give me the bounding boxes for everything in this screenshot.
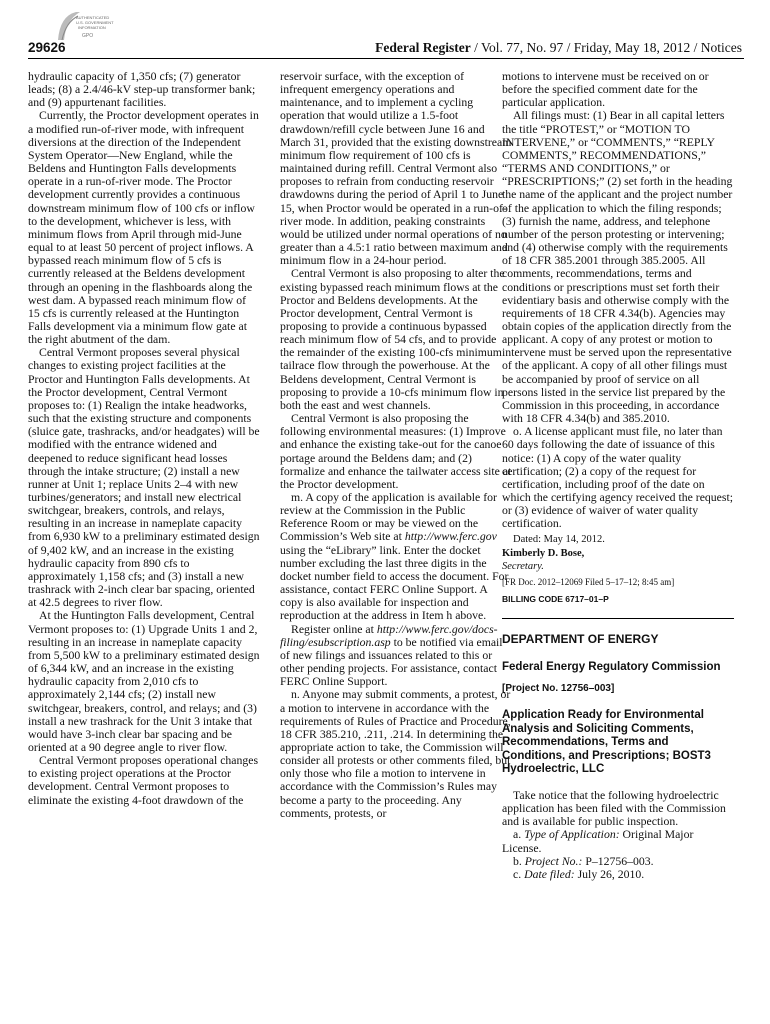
publication-name: Federal Register [375, 40, 471, 55]
gpo-authenticated-seal-icon [56, 10, 114, 44]
page-header [28, 40, 744, 59]
page-number: 29626 [28, 40, 66, 55]
item-value: Original Major License. [502, 828, 694, 855]
esubscription-link[interactable]: http://www.ferc.gov/docs-filing/esubscription.asp [280, 622, 498, 649]
section-divider [502, 618, 734, 619]
paragraph-register [280, 623, 512, 689]
signer-title: Secretary. [502, 560, 544, 572]
paragraph: motions to intervene must be received on or before the specified comment date for the particular application. [502, 70, 709, 110]
fr-doc-line: [FR Doc. 2012–12069 Filed 5–17–12; 8:45 am] [502, 576, 675, 587]
subagency-heading: Federal Energy Regulatory Commission [502, 661, 721, 674]
item-key: Type of Application: [524, 828, 620, 842]
paragraph: Take notice that the following hydroelectric application has been filed with the Commission and is available for public inspection. [502, 788, 726, 829]
column-2 [280, 70, 512, 820]
item-label: c. [513, 867, 525, 881]
signer-name: Kimberly D. Bose, [502, 547, 585, 559]
paragraph: Currently, the Proctor development operates in a modified run-of-river mode, with infrequent diversions at the direction of the Independent System Operator—New England, while the Beldens and Huntington Falls developments operate in a run-of-river mode. The Proctor development currently provides a continuous downstream minimum flow of 100 cfs or inflow to the development, whichever is less, with minimum flows from April through mid-June equal to at least 50 percent of project inflows. A bypassed reach minimum flow of 5 cfs is currently released at the Beldens development through an opening in the flashboards along the west dam. A bypassed reach minimum flow of 15 cfs is currently released at the Huntington Falls development via a minimum flow gate at the right abutment of the dam. [28, 109, 259, 347]
paragraph: Central Vermont is also proposing the following environmental measures: (1) Improve and enhance the existing take-out for the canoe portage around the Beldens dam; and (2) formalize and enhance the tailwater access site at the Proctor development. [280, 412, 512, 491]
logo-line-1: AUTHENTICATED [76, 15, 110, 20]
paragraph-m [280, 491, 512, 623]
text: Register online at [291, 622, 377, 636]
issue-info: / Vol. 77, No. 97 / Friday, May 18, 2012 / Notices [470, 40, 742, 55]
paragraph: Central Vermont proposes operational changes to existing project operations at the Proctor development. Central Vermont proposes to eliminate the existing 4-foot drawdown of the [28, 754, 259, 807]
item-label: b. [513, 854, 525, 868]
ferc-website-link[interactable]: http://www.ferc.gov [404, 530, 497, 544]
text: to be notified via email of new filings and issuances related to this or other pending projects. For assistance, contact FERC Online Support. [280, 635, 503, 689]
column-3 [502, 70, 734, 881]
dated-line: Dated: May 14, 2012. [513, 534, 605, 546]
billing-code: BILLING CODE 6717–01–P [502, 594, 609, 605]
paragraph: reservoir surface, with the exception of infrequent emergency operations and maintenance, and to implement a cycling operation that would utilize a 1.5-foot drawdown/refill cycle between June 16 and March 31, provided that the existing downstream minimum flow requirement of 100 cfs is maintained during refill. Central Vermont also proposes to refrain from conducting reservoir drawdowns during the period of April 1 to June 15, when Proctor would be operated in a run-of-river mode. In addition, peaking constraints would be utilized under normal operations of no greater than a 4.5:1 ratio between maximum and minimum flow in a 24-hour period. [280, 70, 512, 268]
logo-line-3: INFORMATION [78, 25, 106, 30]
paragraph: o. A license applicant must file, no later than 60 days following the date of issuance of this notice: (1) A copy of the water quality certification; (2) a copy of the request for certification, including proof of the date on which the certifying agency received the request; or (3) evidence of waiver of water quality certification. [502, 425, 733, 531]
logo-line-2: U.S. GOVERNMENT [76, 20, 114, 25]
item-c [502, 868, 734, 881]
item-label: a. [513, 828, 525, 842]
item-b [502, 855, 734, 868]
notice-title: Application Ready for Environmental Analysis and Soliciting Comments, Recommendations, Terms and Conditions, and Prescriptions; BOST3 Hydroelectric, LLC [502, 709, 711, 776]
paragraph: hydraulic capacity of 1,350 cfs; (7) generator leads; (8) a 2.4/46-kV step-up transformer bank; and (9) appurtenant facilities. [28, 70, 256, 110]
item-value: July 26, 2010. [574, 867, 645, 881]
paragraph: n. Anyone may submit comments, a protest, or a motion to intervene in accordance with the requirements of Rules of Practice and Procedure, 18 CFR 385.210, .211, .214. In determining the appropriate action to take, the Commission will consider all protests or other comments filed, but only those who file a motion to intervene in accordance with the Commission’s Rules may become a party to the proceeding. Any comments, protests, or [280, 688, 511, 820]
item-a [502, 828, 734, 854]
project-number: [Project No. 12756–003] [502, 683, 615, 695]
paragraph: At the Huntington Falls development, Central Vermont proposes to: (1) Upgrade Units 1 and 2, resulting in an increase in nameplate capacity from 5,500 kW to a preliminary estimated design of 6,344 kW, and an increase in the existing hydraulic capacity from 2,010 cfs to approximately 2,144 cfs; (2) install new switchgear, breakers, control, and relays; and (3) install a new trashrack for the Unit 3 intake that would have 3-inch clear bar spacing and be oriented at a 90 degree angle to river flow. [28, 609, 260, 754]
item-key: Date filed: [524, 867, 575, 881]
column-1 [28, 70, 260, 807]
paragraph: Central Vermont proposes several physical changes to existing project facilities at the Proctor and Huntington Falls developments. At the Proctor development, Central Vermont proposes to: (1) Realign the intake headworks, such that the existing structure and components (sluice gate, trashracks, and/or headgates) will be modified with the entrance widened and deepened to reduce significant head losses through the intake structure; (2) install a new runner at Unit 1; replace Units 2–4 with new turbines/generators; and install new electrical switchgear, breakers, controls, and relays, resulting in an increase in nameplate capacity from 6,930 kW to a preliminary estimated design of 9,402 kW, and an increase in the existing hydraulic capacity from 890 cfs to approximately 1,158 cfs; and (3) install a new trashrack with 2-inch clear bar spacing, oriented at 42.5 degrees to river flow. [28, 346, 260, 610]
text: m. A copy of the application is available for review at the Commission in the Public Reference Room or may be viewed on the Commission’s Web site at [280, 491, 497, 544]
running-head [375, 40, 742, 56]
logo-line-4: GPO [82, 33, 94, 39]
item-key: Project No.: [524, 854, 583, 868]
item-value: P–12756–003. [582, 854, 654, 868]
agency-heading: DEPARTMENT OF ENERGY [502, 632, 659, 647]
paragraph: All filings must: (1) Bear in all capital letters the title “PROTEST,” or “MOTION TO INTERVENE,” or “COMMENTS,” “REPLY COMMENTS,” RECOMMENDATIONS,” “TERMS AND CONDITIONS,” or “PRESCRIPTIONS;” (2) set forth in the heading the name of the applicant and the project number of the application to which the filing responds; (3) furnish the name, address, and telephone number of the person protesting or intervening; and (4) otherwise comply with the requirements of 18 CFR 385.2001 through 385.2005. All comments, recommendations, terms and conditions or prescriptions must set forth their evidentiary basis and otherwise comply with the requirements of 18 CFR 4.34(b). Agencies may obtain copies of the application directly from the applicant. A copy of any protest or motion to intervene must be served upon the representative of the applicant. A copy of all other filings must be accompanied by proof of service on all persons listed in the service list prepared by the Commission in this proceeding, in accordance with 18 CFR 4.34(b) and 385.2010. [502, 109, 733, 426]
paragraph: Central Vermont is also proposing to alter the existing bypassed reach minimum flows at the Proctor and Beldens developments. At the Proctor development, Central Vermont is proposing to provide a continuous bypassed reach minimum flow of 54 cfs, and to provide the remainder of the existing 100-cfs minimum tailrace flow through the powerhouse. At the Beldens development, Central Vermont is proposing to provide a 10-cfs minimum flow in both the east and west channels. [280, 267, 505, 412]
gpo-authenticated-logo [56, 10, 114, 44]
text: using the “eLibrary” link. Enter the docket number excluding the last three digits in the docket number field to access the document. For assistance, contact FERC Online Support. A copy is also available for inspection and reproduction at the address in Item h above. [280, 543, 509, 623]
